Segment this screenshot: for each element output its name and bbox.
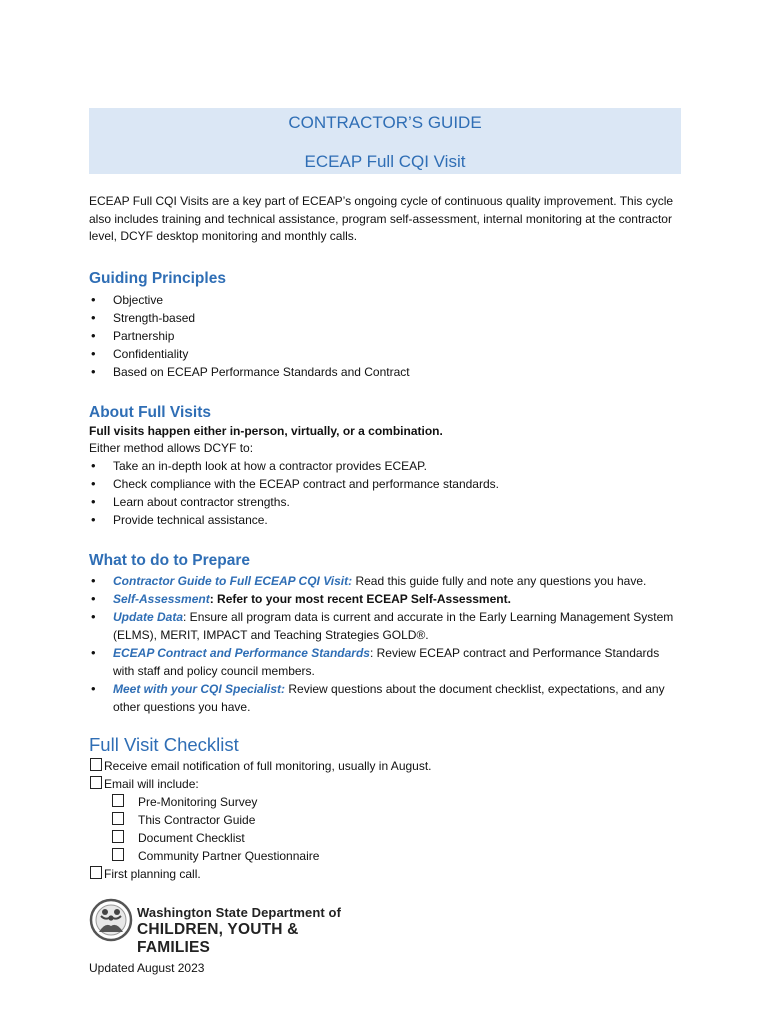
checklist-subitem-label: This Contractor Guide [138,812,256,827]
checklist-item-label: Email will include: [104,776,199,791]
checklist-subitem-label: Pre-Monitoring Survey [138,794,258,809]
prepare-link-cqi-specialist[interactable]: Meet with your CQI Specialist: [113,681,286,696]
list-item: • Take an in-depth look at how a contractor provides ECEAP. [89,457,681,475]
list-item: • Confidentiality [89,345,681,363]
about-sub: Either method allows DCYF to: [89,440,254,455]
checkbox[interactable] [90,776,102,789]
prepare-text: Read this guide fully and note any questions you have. [352,573,647,588]
logo-line1: Washington State Department of [137,905,342,920]
prepare-heading: What to do to Prepare [89,551,251,569]
checkbox[interactable] [112,848,124,861]
checklist-subitem-label: Document Checklist [138,830,245,845]
about-list [89,457,681,529]
prepare-text: : Ensure all program data is current and accurate in the Early Learning Management System (ELMS), MERIT, IMPACT and Teaching Strategies GOLD®. [113,609,674,642]
checklist-subitem-label: Community Partner Questionnaire [138,848,320,863]
checkbox[interactable] [112,830,124,843]
checklist [89,757,681,883]
prepare-text: : Refer to your most recent ECEAP Self-Assessment. [209,591,511,606]
guiding-principles-heading: Guiding Principles [89,269,226,287]
prepare-text: : Review ECEAP contract and Performance Standards with staff and policy council members. [113,645,660,678]
prepare-section [89,551,681,716]
about-full-visits-heading: About Full Visits [89,403,211,421]
checklist-item-label: First planning call. [104,866,201,881]
prepare-link-contract[interactable]: ECEAP Contract and Performance Standards [113,645,370,660]
prepare-list [89,572,681,716]
document-subtitle: ECEAP Full CQI Visit [304,152,466,171]
document-content [89,108,681,883]
prepare-text: Review questions about the document checklist, expectations, and any other questions you have. [113,681,665,714]
checklist-heading: Full Visit Checklist [89,733,239,755]
checkbox[interactable] [90,758,102,771]
about-lead: Full visits happen either in-person, virtually, or a combination. [89,423,443,438]
checklist-subitem [89,793,681,811]
document-title: CONTRACTOR’S GUIDE [288,113,482,132]
list-item: • Based on ECEAP Performance Standards and Contract [89,363,681,381]
updated-date: Updated August 2023 [89,961,205,975]
checkbox[interactable] [90,866,102,879]
checkbox[interactable] [112,812,124,825]
list-item: • Check compliance with the ECEAP contract and performance standards. [89,475,681,493]
list-item: • Objective [89,291,681,309]
checklist-item-label: Receive email notification of full monitoring, usually in August. [104,758,432,773]
dcyf-logo [89,896,349,956]
guiding-principles-list [89,291,681,381]
prepare-link-guide[interactable]: Contractor Guide to Full ECEAP CQI Visit: [113,573,353,588]
checklist-subitem [89,829,681,847]
guiding-principles-section [89,269,681,381]
title-banner [89,108,681,174]
checklist-item [89,757,681,775]
list-item [89,680,681,716]
checklist-section [89,734,681,883]
dcyf-seal-icon [89,896,135,944]
list-item: • Strength-based [89,309,681,327]
list-item: • Partnership [89,327,681,345]
intro-paragraph: ECEAP Full CQI Visits are a key part of ECEAP’s ongoing cycle of continuous quality improvement. This cycle also includes training and technical assistance, program self-assessment, internal monitoring at the contractor level, DCYF desktop monitoring and monthly calls. [89,194,674,243]
checklist-subitem [89,847,681,865]
list-item [89,572,681,590]
list-item: • Learn about contractor strengths. [89,493,681,511]
logo-line2: CHILDREN, YOUTH & FAMILIES [137,921,299,956]
prepare-link-self-assessment[interactable]: Self-Assessment [113,591,210,606]
list-item [89,608,681,644]
checkbox[interactable] [112,794,124,807]
checklist-subitem [89,811,681,829]
list-item [89,590,681,608]
checklist-item [89,865,681,883]
prepare-link-update-data[interactable]: Update Data [113,609,184,624]
list-item: • Provide technical assistance. [89,511,681,529]
checklist-item [89,775,681,793]
list-item [89,644,681,680]
about-full-visits-section [89,403,681,529]
